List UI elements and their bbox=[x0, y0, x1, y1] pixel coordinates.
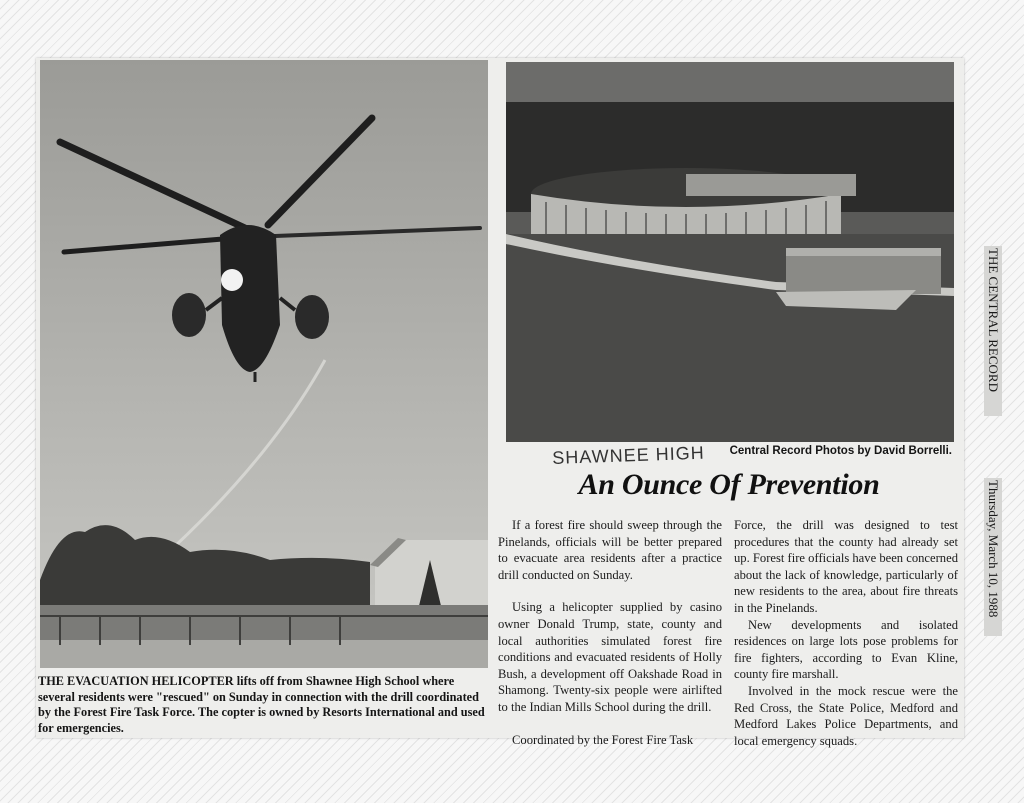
article-paragraph: If a forest fire should sweep through the Pinelands, officials will be better prepared to evacuate area residents after a practice drill conducted on Sunday. bbox=[498, 518, 722, 582]
publication-label: THE CENTRAL RECORD bbox=[984, 246, 1002, 416]
caption-lead: THE EVACUATION HELICOPTER bbox=[38, 674, 234, 688]
handwritten-note: SHAWNEE HIGH bbox=[552, 442, 705, 468]
article-paragraph: Involved in the mock rescue were the Red Cross, the State Police, Medford and Medford Lakes Police Departments, and local emergency squads. bbox=[734, 683, 958, 748]
article-paragraph: Using a helicopter supplied by casino owner Donald Trump, state, county and local authorities simulated forest fire conditions and evacuated residents of Holly Bush, a development off Oakshade Road in Shamong. Twenty-six people were airlifted to the Indian Mills School during the drill. bbox=[498, 600, 722, 714]
article-paragraph: New developments and isolated residences on large lots pose problems for fire fighters, according to Evan Kline, county fire marshall. bbox=[734, 617, 958, 682]
date-label: Thursday, March 10, 1988 bbox=[984, 478, 1002, 636]
headline: An Ounce Of Prevention bbox=[578, 468, 880, 501]
caption-text: lifts off from Shawnee High School where several residents were "rescued" on Sunday in connection with the drill coordinated by the Forest Fire Task Force. The copter is owned by Resorts International and used for emergencies. bbox=[38, 674, 485, 735]
article-column-1 bbox=[498, 517, 722, 748]
photo-credit: Central Record Photos by David Borrelli. bbox=[729, 445, 952, 457]
helicopter-photo bbox=[40, 60, 488, 668]
photo-caption bbox=[38, 674, 490, 736]
article-paragraph: Force, the drill was designed to test procedures that the county had already set up. Forest fire officials have been concerned about the lack of knowledge, particularly of new residents to the area, about fire threats in the Pinelands. bbox=[734, 518, 958, 615]
school-photo bbox=[506, 62, 954, 442]
article-column-2 bbox=[734, 517, 958, 749]
article-paragraph: Coordinated by the Forest Fire Task bbox=[512, 732, 694, 747]
